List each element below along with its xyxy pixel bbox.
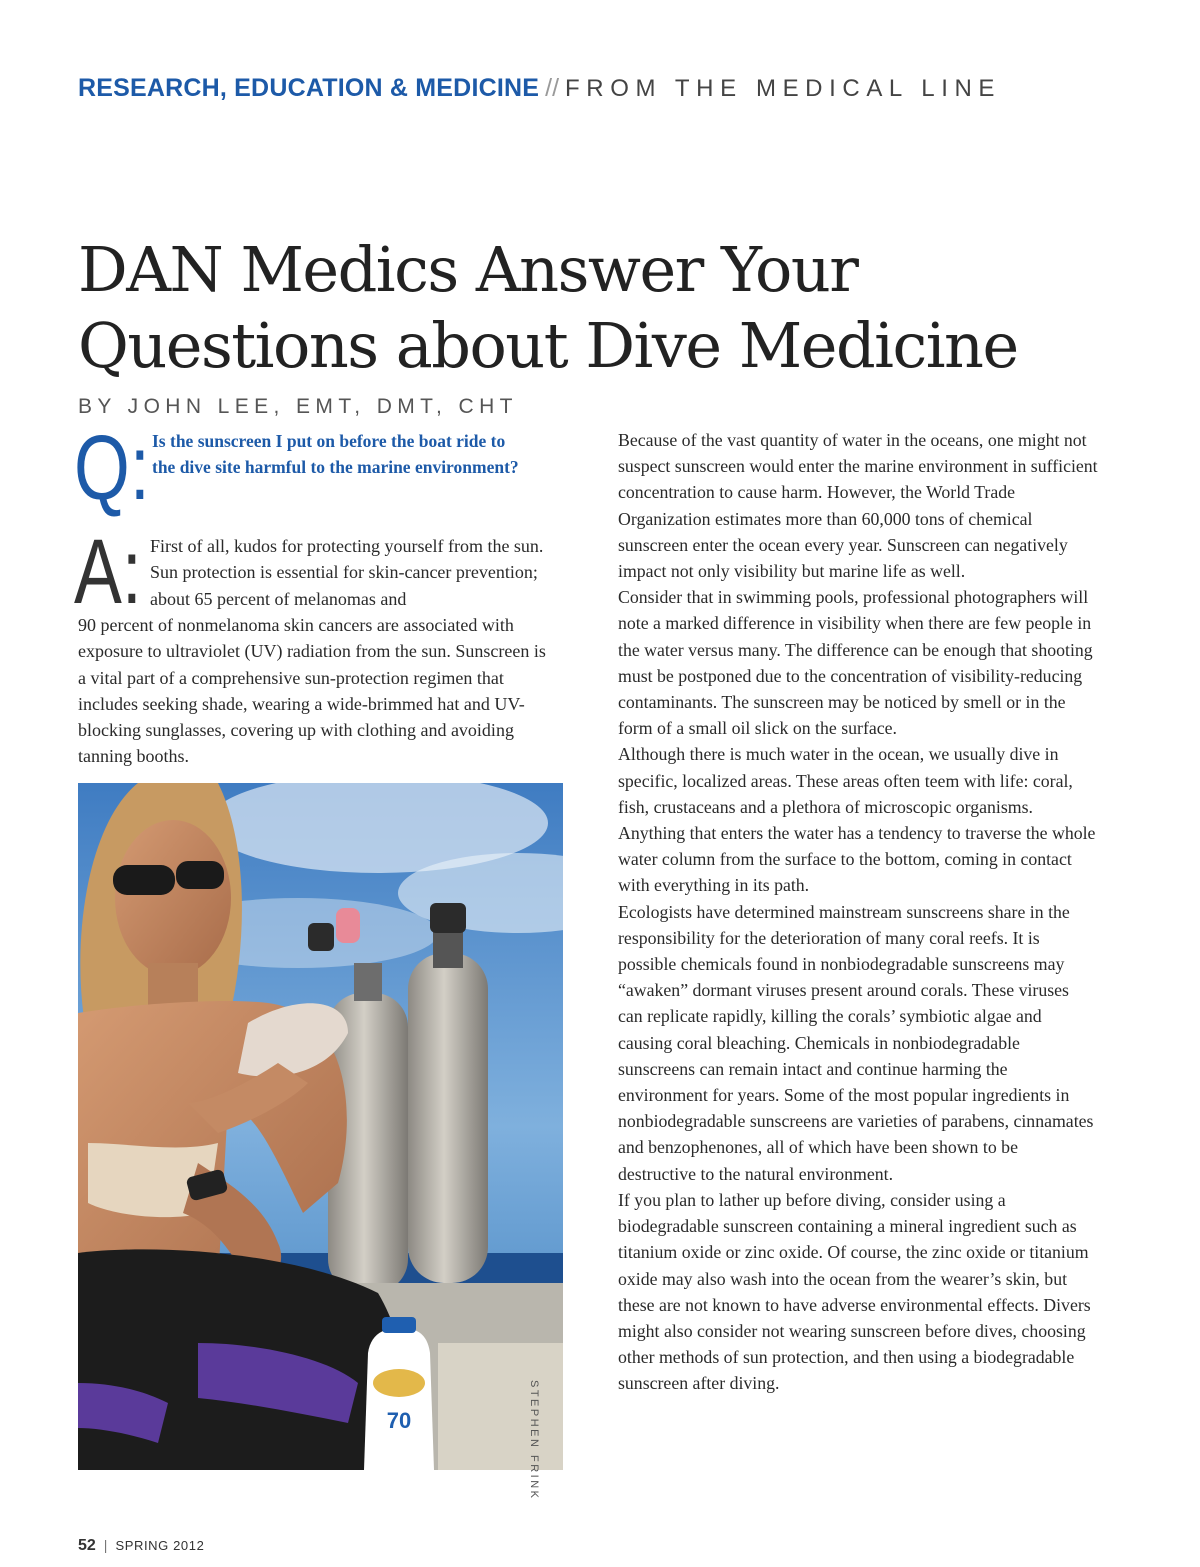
question-marker: Q: (74, 417, 150, 519)
answer-marker: A: (74, 521, 142, 623)
article-paragraph: Because of the vast quantity of water in the oceans, one might not suspect sunscreen would enter the marine environment in sufficient concentration to cause harm. However, the World Trade Organization estimates more than 60,000 tons of chemical sunscreen enter the ocean every year. Sunscreen can negatively impact not only visibility but marine life as well. (618, 430, 1098, 582)
section-header (78, 74, 1001, 103)
question-text: Is the sunscreen I put on before the boat ride to the dive site harmful to the marine environment? (152, 431, 519, 478)
sunscreen-bottle-label: 70 (386, 1408, 412, 1433)
article-photo (78, 783, 563, 1470)
article-title: DAN Medics Answer Your Questions about Dive Medicine (78, 233, 1018, 382)
answer-body-text: 90 percent of nonmelanoma skin cancers are associated with exposure to ultraviolet (UV) radiation from the sun. Sunscreen is a vital part of a comprehensive sun-protection regimen that includes seeking shade, wearing a wide-brimmed hat and UV-blocking sunglasses, covering up with clothing and avoiding tanning booths. (78, 615, 546, 767)
article-right-column (598, 427, 1098, 1397)
section-subtitle: FROM THE MEDICAL LINE (565, 75, 1002, 102)
footer-separator: | (103, 1537, 108, 1553)
article-byline: BY JOHN LEE, EMT, DMT, CHT (78, 395, 518, 418)
photo-credit: STEPHEN FRINK (528, 1380, 540, 1501)
article-paragraph: Ecologists have determined mainstream sunscreens share in the responsibility for the deterioration of many coral reefs. It is possible chemicals found in nonbiodegradable sunscreens may “awaken” dormant viruses present around corals. These viruses can replicate rapidly, killing the corals’ symbiotic algae and causing coral bleaching. Chemicals in nonbiodegradable sunscreens can remain intact and continue harming the environment for years. Some of the most popular ingredients in nonbiodegradable sunscreens are varieties of parabens, cinnamates and benzophenones, all of which have been shown to be destructive to the natural environment. (618, 901, 1094, 1184)
section-name: RESEARCH, EDUCATION & MEDICINE (78, 74, 540, 102)
answer-lead-text: First of all, kudos for protecting yourself from the sun. Sun protection is essential for skin-cancer prevention; about 65 percent of melanomas and (150, 536, 544, 609)
page-number: 52 (78, 1537, 96, 1554)
page-footer (78, 1537, 204, 1555)
article-paragraph: Although there is much water in the ocean, we usually dive in specific, localized areas. These areas often teem with life: coral, fish, crustaceans and a plethora of microscopic organisms. Anything that enters the water has a tendency to traverse the whole water column from the surface to the bottom, coming in contact with everything in its path. (618, 744, 1096, 896)
section-separator: // (545, 74, 560, 102)
issue-label: SPRING 2012 (115, 1538, 205, 1553)
article-paragraph: If you plan to lather up before diving, consider using a biodegradable sunscreen containing a mineral ingredient such as titanium oxide or zinc oxide. Of course, the zinc oxide or titanium oxide may also wash into the ocean from the wearer’s skin, but these are not known to have adverse environmental effects. Divers might also consider not wearing sunscreen before dives, choosing other methods of sun protection, and then using a biodegradable sunscreen after diving. (618, 1189, 1091, 1394)
article-paragraph: Consider that in swimming pools, professional photographers will note a marked difference in visibility when there are few people in the water versus many. The difference can be enough that shooting must be postponed due to the concentration of visibility-reducing contaminants. The sunscreen may be noticed by smell or in the form of a small oil slick on the surface. (618, 587, 1093, 739)
